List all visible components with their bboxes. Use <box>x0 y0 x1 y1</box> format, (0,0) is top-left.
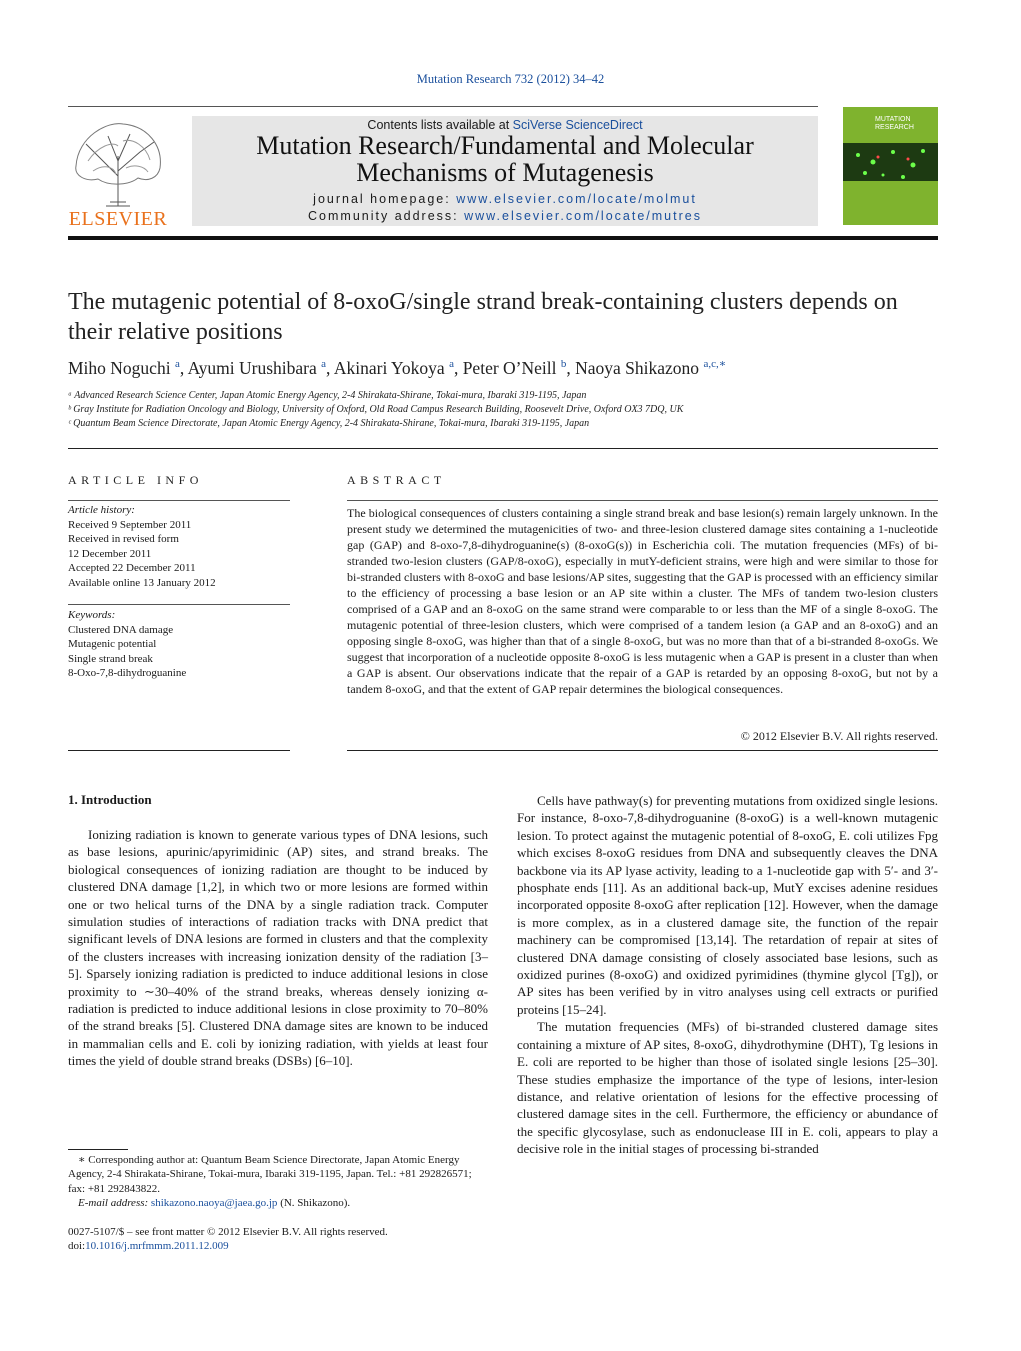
keywords-rule <box>68 604 290 605</box>
history-entry: Received in revised form <box>68 533 179 546</box>
keywords-label: Keywords: <box>68 609 116 621</box>
sciencedirect-link[interactable]: SciVerse ScienceDirect <box>512 118 643 132</box>
email-label: E-mail address: <box>78 1196 151 1209</box>
author-name[interactable]: Miho Noguchi <box>68 357 171 378</box>
author-name[interactable]: Naoya Shikazono <box>575 357 700 378</box>
history-entry: 12 December 2011 <box>68 547 152 560</box>
community-line <box>192 209 818 223</box>
author-affil-mark[interactable]: a,c,∗ <box>703 358 727 370</box>
author-affil-mark[interactable]: a <box>449 358 454 370</box>
affiliation-b: ᵇ Gray Institute for Radiation Oncology and Biology, University of Oxford, Old Road Campus Research Building, Roosevelt Drive, Oxford OX3 7DQ, UK <box>68 404 684 415</box>
doi-link[interactable]: 10.1016/j.mrfmmm.2011.12.009 <box>85 1240 229 1253</box>
body-column-right <box>517 792 938 1158</box>
abstract-bottom-rule <box>347 750 938 751</box>
community-label: Community address: <box>308 209 465 223</box>
author-list: Miho Noguchi $^a$, Ayumi Urushibara $^a$, Akinari Yokoya $^a$, Peter O’Neill $^b$, Naoya Shikazono $^{a,c,∗}$ <box>68 357 727 378</box>
corresponding-author-footnote <box>68 1153 488 1210</box>
body-paragraph: Ionizing radiation is known to generate various types of DNA lesions, such as base lesions, apurinic/apyrimidinic (AP) sites, and strand breaks. The biological consequences of ionizing radiation are thought to be induced by clustered DNA damage [1,2], in which two or more lesions are formed within one or two helical turns of the DNA by a single radiation track. Computer simulation studies of interactions of radiation tracks with DNA predict that significant levels of DNA lesions are formed in clusters and that the complexity of the clusters increases with increasing ionization density of the radiation [3–5]. Sparsely ionizing radiation is predicted to induce additional lesions in close proximity to ∼30–40% of the strand breaks, whereas densely ionizing α-radiation is predicted to induce additional lesions in close proximity to 70–80% of the strand breaks [5]. Clustered DNA damage sites are known to be induced in mammalian cells and E. coli by ionizing radiation, with yields at least four times the yield of double strand breaks (DSBs) [6–10]. <box>68 827 488 1069</box>
header-top-rule <box>68 106 818 107</box>
keyword: Mutagenic potential <box>68 638 157 651</box>
affiliation-a: ᵃ Advanced Research Science Center, Japan Atomic Energy Agency, 2-4 Shirakata-Shirane, Tokai-mura, Ibaraki 319-1195, Japan <box>68 390 587 401</box>
footnote-email-line <box>68 1196 488 1210</box>
issn-block <box>68 1225 488 1254</box>
article-info-bottom-rule <box>68 750 290 751</box>
author-name[interactable]: Peter O’Neill <box>462 357 557 378</box>
article-info-rule <box>68 500 290 501</box>
history-entry: Available online 13 January 2012 <box>68 576 216 589</box>
article-title: The mutagenic potential of 8-oxoG/single strand break-containing clusters depends on their relative positions <box>68 289 898 345</box>
keyword: Clustered DNA damage <box>68 624 174 636</box>
issn-line: 0027-5107/$ – see front matter © 2012 Elsevier B.V. All rights reserved. <box>68 1226 388 1238</box>
author-affil-mark[interactable]: a <box>174 358 180 370</box>
homepage-line <box>192 192 818 206</box>
footnote-rule <box>68 1149 128 1150</box>
cover-title: MUTATION RESEARCH <box>875 116 914 131</box>
cover-bottom-band <box>843 181 938 225</box>
journal-cover-image <box>843 107 938 225</box>
body-paragraph: Cells have pathway(s) for preventing mutations from oxidized single lesions. For instance, 8-oxo-7,8-dihydroguanine (8-oxoG) is a well-known mutagenic lesion. To protect against the mutagenic potential of 8-oxoG, E. coli utilizes Fpg which excises 8-oxoG residues from DNA and subsequently cleaves the DNA backbone via its AP lyase activity, leading to a 1-nucleotide gap with 5′- and 3′-phosphate ends [11]. As an additional back-up, MutY excises adenine residues incorporated opposite 8-oxoG after replication [12]. However, when the damage is more complex, as in a clustered damage site, the function of the repair machinery can be compromised [13,14]. The retardation of repair at sites of clustered DNA damage consisting of closely associated base lesions, such as oxidized purines (8-oxoG) and oxidized pyrimidines (thymine glycol [Tg]), or AP sites has been verified by in vitro analyses using cell extracts or purified proteins [15–24]. <box>517 793 938 1017</box>
abstract-copyright: © 2012 Elsevier B.V. All rights reserved. <box>740 729 938 743</box>
elsevier-wordmark: ELSEVIER <box>68 208 168 230</box>
elsevier-tree-icon <box>68 116 168 211</box>
community-link[interactable]: www.elsevier.com/locate/mutres <box>464 209 702 223</box>
contents-prefix: Contents lists available at <box>367 118 513 132</box>
citation-link[interactable]: Mutation Research 732 (2012) 34–42 <box>416 72 605 86</box>
article-history <box>68 518 216 590</box>
homepage-link[interactable]: www.elsevier.com/locate/molmut <box>456 192 697 206</box>
author-affil-mark[interactable]: a <box>321 358 327 370</box>
author-name[interactable]: Ayumi Urushibara <box>187 357 317 378</box>
body-column-left <box>68 826 488 1070</box>
body-paragraph: The mutation frequencies (MFs) of bi-stranded clustered damage sites containing a mixture of AP sites, 8-oxoG, dihydrothymine (DHT), Tg lesions in E. coli are reported to be higher than those of isolated single lesions [25–30]. These studies emphasize the importance of the type of lesions, inter-lesion distance, and relative orientation of lesions for the effective processing of clustered damage sites in the cell. Furthermore, the efficiency or abundance of the specific glycosylase, such as endonuclease III in E. coli, appears to play a decisive role in the initial stages of processing bi-stranded <box>517 1019 938 1157</box>
article-info-heading: ARTICLE INFO <box>68 473 203 487</box>
abstract-heading: ABSTRACT <box>347 473 446 487</box>
email-suffix: (N. Shikazono). <box>277 1196 351 1209</box>
footnote-text: ∗ Corresponding author at: Quantum Beam Science Directorate, Japan Atomic Energy Agency, 2-4 Shirakata-Shirane, Tokai-mura, Ibaraki 319-1195, Japan. Tel.: +81 292826571; fax: +81 292843822. <box>68 1154 472 1195</box>
abstract-rule <box>347 500 938 501</box>
author-affil-mark[interactable]: b <box>560 358 567 370</box>
elsevier-logo <box>68 116 168 231</box>
header-thick-rule <box>68 236 938 240</box>
history-entry: Accepted 22 December 2011 <box>68 562 196 575</box>
journal-title: Mutation Research/Fundamental and Molecular Mechanisms of Mutagenesis <box>256 131 754 187</box>
journal-citation[interactable] <box>0 72 1021 87</box>
homepage-label: journal homepage: <box>313 192 457 206</box>
section-heading-introduction: 1. Introduction <box>68 792 152 807</box>
affiliation-c: ᶜ Quantum Beam Science Directorate, Japan Atomic Energy Agency, 2-4 Shirakata-Shirane, Tokai-mura, Ibaraki 319-1195, Japan <box>68 418 590 429</box>
doi-label: doi: <box>68 1240 86 1253</box>
author-name[interactable]: Akinari Yokoya <box>333 357 445 378</box>
history-label: Article history: <box>68 504 135 516</box>
keyword-list <box>68 623 186 681</box>
email-link[interactable]: shikazono.naoya@jaea.go.jp <box>150 1196 278 1209</box>
history-entry: Received 9 September 2011 <box>68 519 192 531</box>
abstract-text: The biological consequences of clusters containing a single strand break and base lesion(s) remain largely unknown. In the present study we determined the mutagenicities of two- and three-lesion clustered damage sites containing a 1-nucleotide gap (GAP) and 8-oxo-7,8-dihydroguanine(s) (8-oxoG(s)) in Escherichia coli. The mutation frequencies (MFs) of bi-stranded two-lesion clusters (GAP/8-oxoG), especially in mutY-deficient strains, were high and were similar to those for bi-stranded clusters with 8-oxoG and base lesions/AP sites, suggesting that the GAP is processed with an efficiency similar to the efficiency of processing a base lesion or an AP site within a cluster. The MFs of tandem two-lesion clusters comprised of a GAP and an 8-oxoG on the same strand were comparable to or less than the MF of a single 8-oxoG. The mutagenic potential of three-lesion clusters, which were comprised of a tandem lesion (a GAP and an 8-oxoG) and an opposing single 8-oxoG, was higher than that of a single 8-oxoG, but was no more than that of a bi-stranded 8-oxoGs. We suggest that incorporation of a nucleotide opposite 8-oxoG is less mutagenic when a GAP is present in a cluster than when a GAP is absent. Our observations indicate that the repair of a GAP is retarded by an opposing 8-oxoG, but not by a tandem 8-oxoG, and that the extent of GAP repair determines the biological consequences. <box>347 506 938 696</box>
title-block-rule <box>68 448 938 449</box>
keyword: 8-Oxo-7,8-dihydroguanine <box>68 667 187 680</box>
doi-line <box>68 1239 488 1253</box>
contents-line <box>192 118 818 132</box>
keyword: Single strand break <box>68 652 153 665</box>
